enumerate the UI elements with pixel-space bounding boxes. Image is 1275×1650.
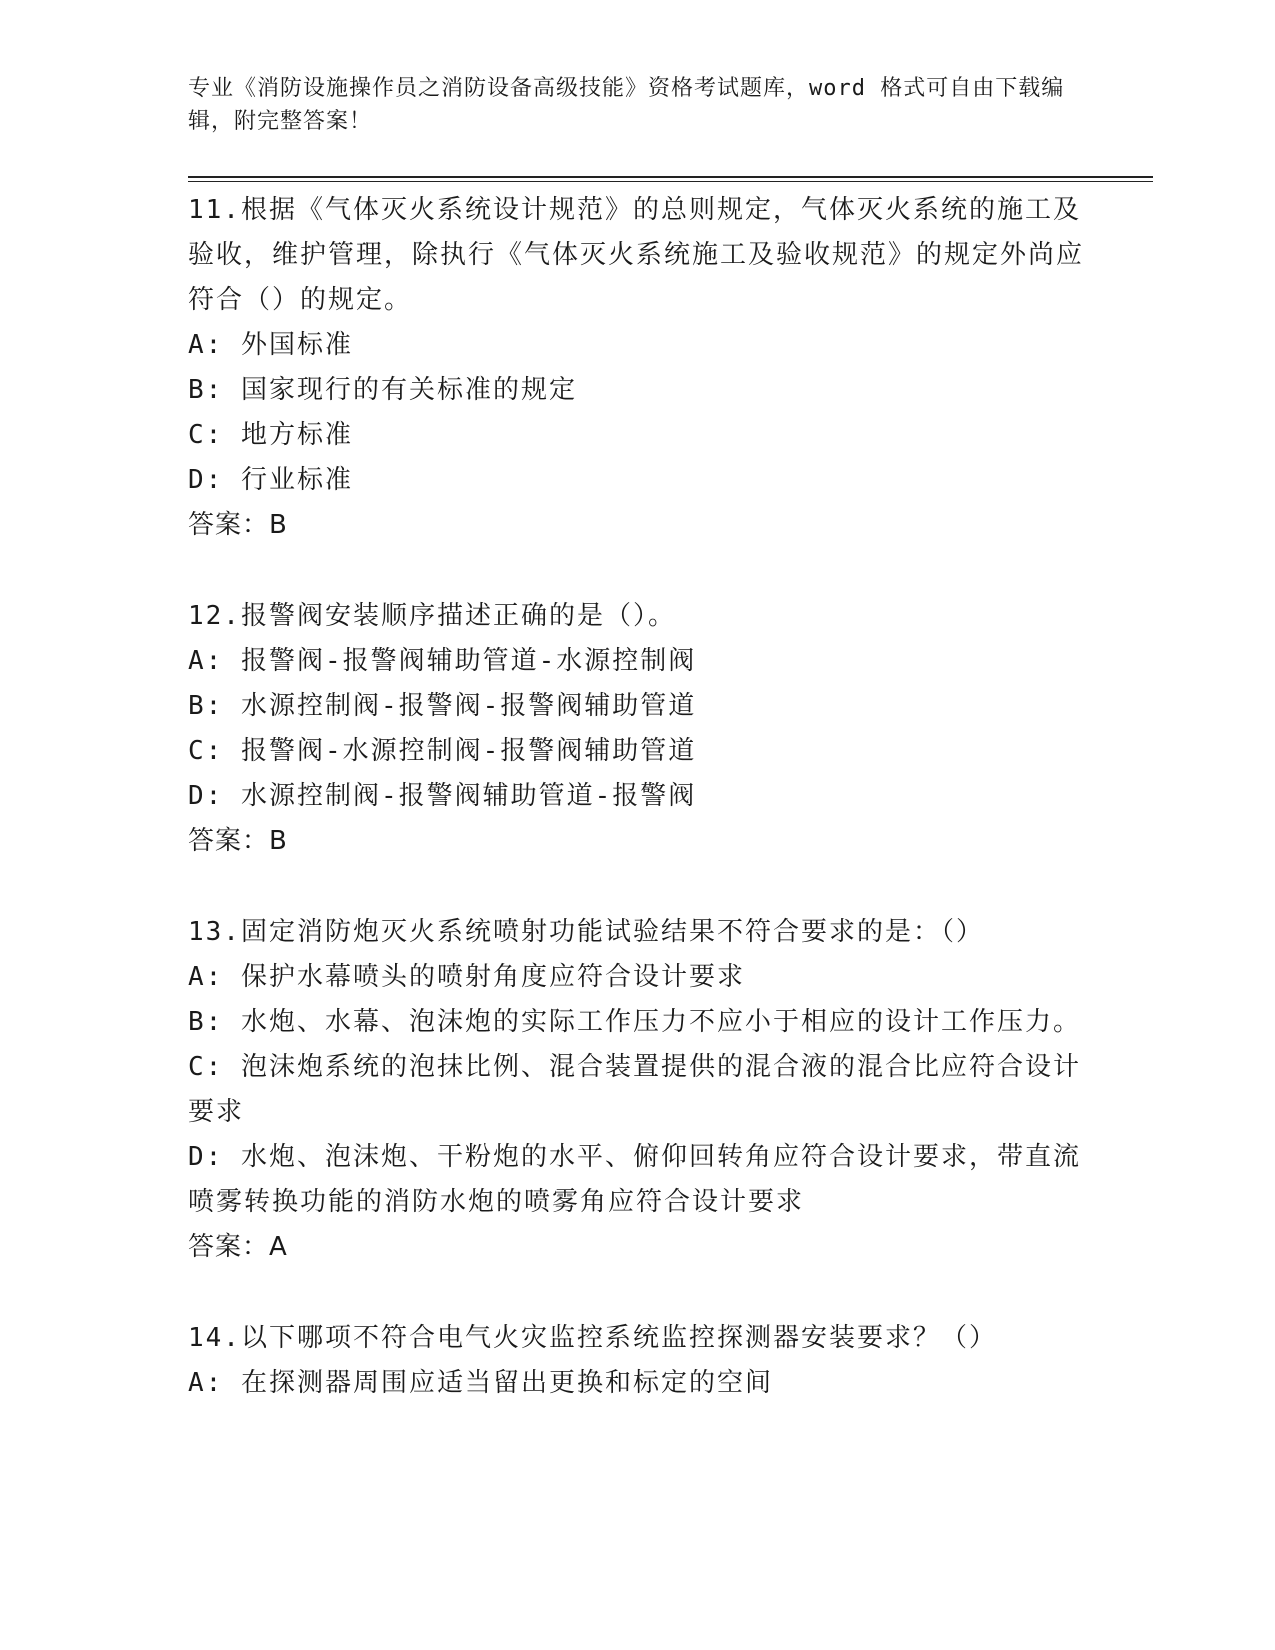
question-12 bbox=[188, 594, 1088, 864]
question-14 bbox=[188, 1316, 1088, 1406]
option-c: C: 泡沫炮系统的泡抹比例、混合装置提供的混合液的混合比应符合设计要求 bbox=[188, 1052, 1081, 1127]
option-c: C: 地方标准 bbox=[188, 420, 353, 450]
header-intro-text: 专业《消防设施操作员之消防设备高级技能》资格考试题库，word 格式可自由下载编辑，附完整答案！ bbox=[188, 76, 1065, 134]
option-b: B: 水炮、水幕、泡沫炮的实际工作压力不应小于相应的设计工作压力。 bbox=[188, 1007, 1081, 1037]
option-c: C: 报警阀-水源控制阀-报警阀辅助管道 bbox=[188, 736, 697, 766]
header-rule-thin bbox=[188, 181, 1153, 182]
document-header bbox=[188, 72, 1088, 138]
option-b: B: 水源控制阀-报警阀-报警阀辅助管道 bbox=[188, 691, 697, 721]
question-11 bbox=[188, 188, 1088, 548]
answer-line: 答案：B bbox=[188, 510, 288, 540]
option-d: D: 水炮、泡沫炮、干粉炮的水平、俯仰回转角应符合设计要求，带直流喷雾转换功能的消防水炮的喷雾角应符合设计要求 bbox=[188, 1142, 1081, 1217]
option-d: D: 行业标准 bbox=[188, 465, 353, 495]
option-a: A: 报警阀-报警阀辅助管道-水源控制阀 bbox=[188, 646, 697, 676]
question-list bbox=[188, 188, 1088, 1452]
header-rule-thick bbox=[188, 176, 1153, 178]
option-a: A: 外国标准 bbox=[188, 330, 353, 360]
option-a: A: 在探测器周围应适当留出更换和标定的空间 bbox=[188, 1368, 773, 1398]
question-stem: 14.以下哪项不符合电气火灾监控系统监控探测器安装要求？（） bbox=[188, 1323, 997, 1353]
option-b: B: 国家现行的有关标准的规定 bbox=[188, 375, 577, 405]
question-stem: 13.固定消防炮灭火系统喷射功能试验结果不符合要求的是：（） bbox=[188, 917, 984, 947]
question-stem: 11.根据《气体灭火系统设计规范》的总则规定，气体灭火系统的施工及验收，维护管理，除执行《气体灭火系统施工及验收规范》的规定外尚应符合（）的规定。 bbox=[188, 195, 1085, 315]
answer-line: 答案：B bbox=[188, 826, 288, 856]
option-d: D: 水源控制阀-报警阀辅助管道-报警阀 bbox=[188, 781, 697, 811]
answer-line: 答案：A bbox=[188, 1232, 288, 1262]
question-stem: 12.报警阀安装顺序描述正确的是（）。 bbox=[188, 601, 676, 631]
question-13 bbox=[188, 910, 1088, 1270]
option-a: A: 保护水幕喷头的喷射角度应符合设计要求 bbox=[188, 962, 745, 992]
